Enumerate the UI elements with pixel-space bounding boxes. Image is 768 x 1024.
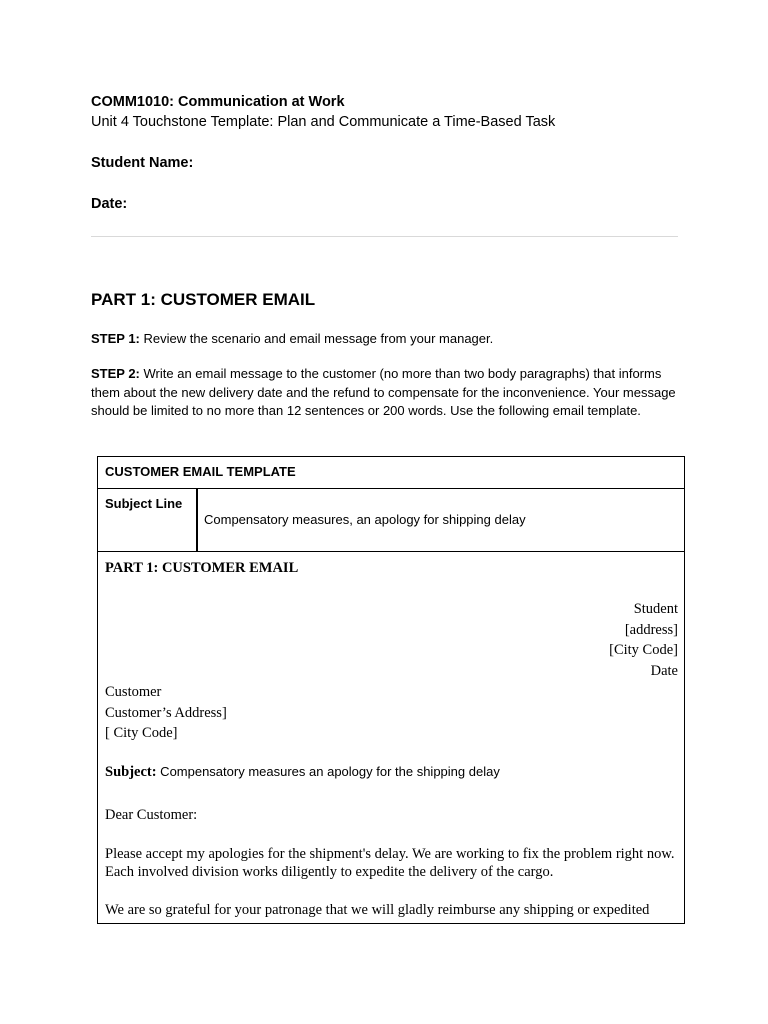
date-label: Date: (91, 196, 128, 212)
unit-title: Unit 4 Touchstone Template: Plan and Communicate a Time-Based Task (91, 114, 556, 130)
recipient-address-block (105, 682, 227, 744)
email-subject-value: Compensatory measures an apology for the shipping delay (156, 764, 500, 779)
subject-column-divider (196, 488, 198, 551)
template-title: CUSTOMER EMAIL TEMPLATE (105, 464, 296, 479)
step2-text: Write an email message to the customer (no more than two body paragraphs) that informs them about the new delivery date and the refund to compensate for the inconvenience. Your message should be limited to no more than 12 sentences or 200 words. Use the following email template. (91, 366, 676, 419)
subject-line-label: Subject Line (105, 496, 183, 511)
sender-name: Student (633, 601, 678, 617)
step2-label: STEP 2: (91, 366, 140, 381)
sender-address-block (609, 599, 678, 682)
course-title: COMM1010: Communication at Work (91, 94, 345, 110)
email-body-paragraph-1: Please accept my apologies for the shipment's delay. We are working to fix the problem right now. Each involved division works diligently to expedite the delivery of the cargo. (105, 846, 675, 880)
step2-instruction (91, 365, 681, 421)
email-body-cell[interactable] (98, 552, 684, 924)
header-divider (91, 236, 678, 237)
email-subject-line (105, 764, 500, 781)
recipient-name: Customer (105, 684, 162, 700)
recipient-address: Customer’s Address] (105, 704, 227, 721)
student-name-label: Student Name: (91, 155, 194, 171)
sender-date: Date (650, 663, 678, 680)
recipient-city-code: [ City Code] (105, 725, 178, 742)
step1-text: Review the scenario and email message from your manager. (139, 331, 494, 346)
subject-line-value[interactable]: Compensatory measures, an apology for shipping delay (204, 512, 526, 527)
email-body-paragraph-2: We are so grateful for your patronage that we will gladly reimburse any shipping or expedited (105, 902, 650, 918)
sender-city-code: [City Code] (609, 642, 678, 659)
email-salutation: Dear Customer: (105, 807, 198, 823)
template-header-row (98, 457, 684, 489)
sender-address: [address] (624, 621, 678, 638)
subject-line-row (98, 488, 684, 552)
step1-instruction (91, 330, 681, 349)
step1-label: STEP 1: (91, 331, 140, 346)
part1-heading: PART 1: CUSTOMER EMAIL (91, 290, 316, 309)
email-subject-label: Subject: (105, 764, 157, 780)
customer-email-template-table (97, 456, 685, 924)
email-part-heading: PART 1: CUSTOMER EMAIL (105, 560, 299, 576)
